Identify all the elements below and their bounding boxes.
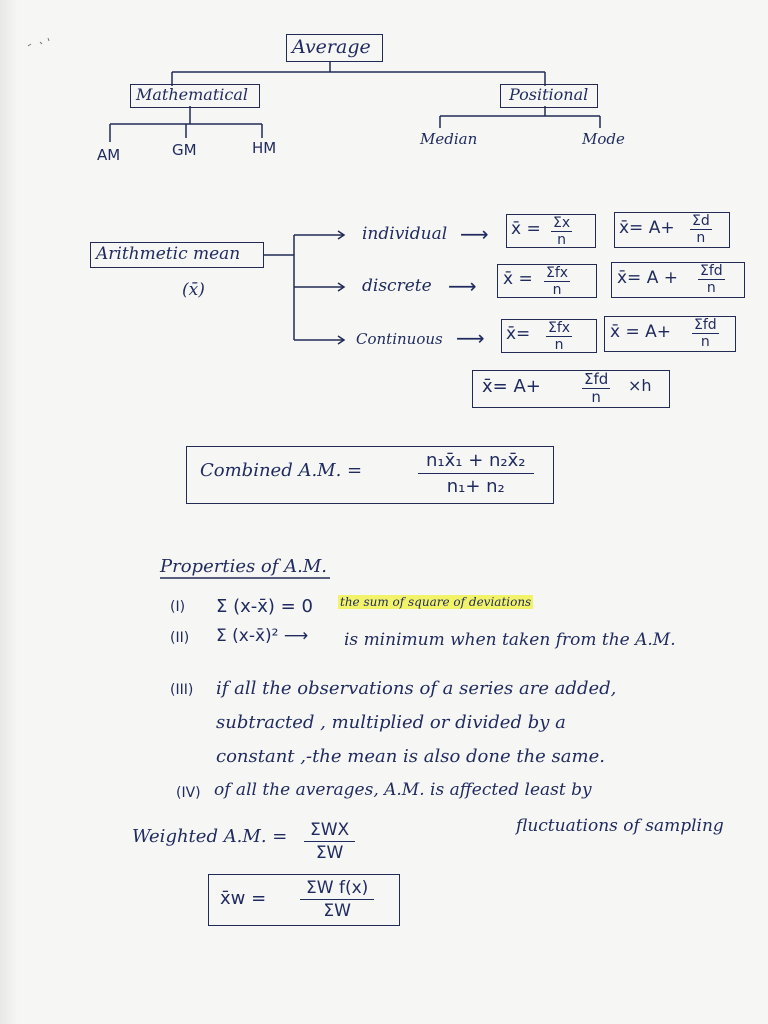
discrete-formula-numerator: Σfx <box>546 265 569 281</box>
continuous-arrow: ⟶ <box>456 326 485 350</box>
property-2-number: (II) <box>170 630 190 646</box>
weighted-formula-numerator: ΣW f(x) <box>300 880 374 900</box>
step-deviation-denominator: n <box>591 388 601 406</box>
individual-formula-numerator: Σx <box>553 215 571 231</box>
continuous-formula-fraction <box>546 321 572 352</box>
continuous-shortcut-denominator: n <box>700 334 710 350</box>
discrete-arrow: ⟶ <box>448 274 477 298</box>
weighted-formula-lhs: x̄w = <box>220 888 267 909</box>
weighted-am-fraction <box>304 822 355 862</box>
gm-label: GM <box>172 141 197 159</box>
property-2-rest: is minimum when taken from the A.M. <box>344 630 676 650</box>
property-4-line-2: fluctuations of sampling <box>516 816 724 836</box>
combined-am-numerator: n₁x̄₁ + n₂x̄₂ <box>418 452 534 474</box>
individual-formula-fraction <box>551 216 572 247</box>
discrete-formula-lhs: x̄ = <box>503 269 533 289</box>
continuous-shortcut-numerator: Σfd <box>694 317 717 333</box>
discrete-formula-denominator: n <box>552 282 562 298</box>
mathematical-label: Mathematical <box>136 85 248 104</box>
median-label: Median <box>420 130 478 148</box>
properties-heading: Properties of A.M. <box>160 556 328 577</box>
continuous-formula-lhs: x̄= <box>506 324 531 344</box>
individual-formula-lhs: x̄ = <box>511 219 541 239</box>
property-2-insert <box>338 596 533 608</box>
combined-am-label: Combined A.M. = <box>200 460 363 481</box>
discrete-shortcut-denominator: n <box>706 280 716 296</box>
mode-label: Mode <box>582 130 625 148</box>
step-deviation-tail: ×h <box>628 376 652 395</box>
property-4-number: (IV) <box>176 785 201 801</box>
property-3-line-3: constant ,-the mean is also done the same. <box>216 746 605 767</box>
discrete-shortcut-numerator: Σfd <box>700 263 723 279</box>
individual-shortcut-fraction <box>690 214 712 245</box>
individual-arrow: ⟶ <box>460 222 489 246</box>
arithmetic-mean-symbol: (x̄) <box>182 280 205 300</box>
weighted-am-denominator: ΣW <box>315 843 344 863</box>
discrete-label: discrete <box>362 276 432 296</box>
property-2-text: Σ (x-x̄)² ⟶ <box>216 626 309 646</box>
continuous-formula-denominator: n <box>554 337 564 353</box>
property-2-insert-highlight: the sum of square of deviations <box>340 595 532 609</box>
weighted-formula-denominator: ΣW <box>323 901 351 921</box>
property-3-line-2: subtracted , multiplied or divided by a <box>216 712 566 733</box>
discrete-formula-fraction <box>544 266 570 297</box>
individual-formula-denominator: n <box>557 232 566 248</box>
property-1-number: (I) <box>170 599 186 615</box>
combined-am-fraction <box>418 452 534 496</box>
weighted-am-label: Weighted A.M. = <box>132 826 288 847</box>
continuous-label: Continuous <box>356 330 443 348</box>
step-deviation-fraction <box>582 372 610 405</box>
individual-shortcut-lhs: x̄= A+ <box>619 218 675 238</box>
individual-shortcut-denominator: n <box>696 230 706 246</box>
property-1-text: Σ (x-x̄) = 0 <box>216 596 313 617</box>
arithmetic-mean-label: Arithmetic mean <box>96 244 241 264</box>
continuous-shortcut-lhs: x̄ = A+ <box>610 322 671 342</box>
property-3-number: (III) <box>170 682 194 698</box>
property-3-line-1: if all the observations of a series are added, <box>216 678 617 699</box>
individual-shortcut-numerator: Σd <box>692 213 710 229</box>
weighted-am-numerator: ΣWX <box>304 822 355 842</box>
property-4-line-1: of all the averages, A.M. is affected least by <box>214 780 592 800</box>
combined-am-denominator: n₁+ n₂ <box>446 476 505 497</box>
average-label: Average <box>292 36 371 58</box>
am-label: AM <box>97 146 121 164</box>
discrete-shortcut-fraction <box>698 264 725 295</box>
individual-label: individual <box>362 224 448 244</box>
continuous-formula-numerator: Σfx <box>548 320 571 336</box>
hm-label: HM <box>252 139 277 157</box>
weighted-formula-fraction <box>300 880 374 920</box>
positional-label: Positional <box>509 85 589 104</box>
step-deviation-numerator: Σfd <box>584 370 609 388</box>
step-deviation-lhs: x̄= A+ <box>482 376 541 397</box>
continuous-shortcut-fraction <box>692 318 719 349</box>
discrete-shortcut-lhs: x̄= A + <box>617 268 678 288</box>
